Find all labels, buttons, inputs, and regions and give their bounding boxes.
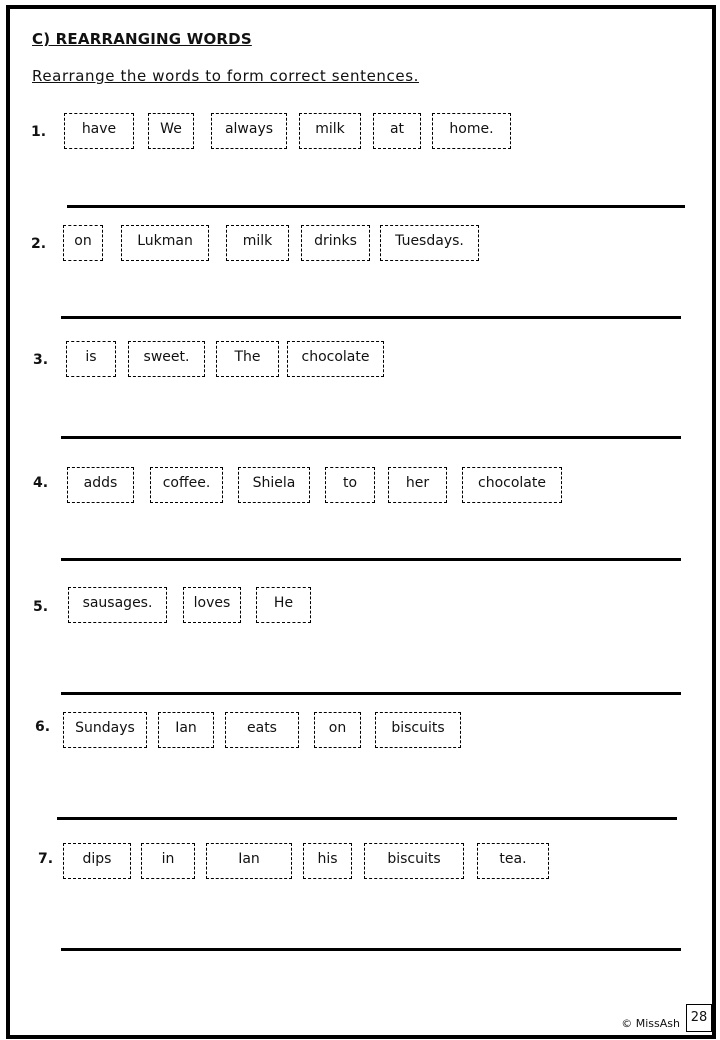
word-card[interactable]: biscuits xyxy=(375,712,461,748)
word-card[interactable]: He xyxy=(256,587,311,623)
word-card[interactable]: Lukman xyxy=(121,225,209,261)
word-card[interactable]: is xyxy=(66,341,116,377)
answer-line-6[interactable] xyxy=(57,817,677,820)
section-title: C) REARRANGING WORDS xyxy=(32,30,252,48)
word-card[interactable]: at xyxy=(373,113,421,149)
word-card[interactable]: to xyxy=(325,467,375,503)
word-card[interactable]: We xyxy=(148,113,194,149)
answer-line-1[interactable] xyxy=(67,205,685,208)
answer-line-2[interactable] xyxy=(61,316,681,319)
word-card[interactable]: milk xyxy=(299,113,361,149)
word-card[interactable]: on xyxy=(314,712,361,748)
word-card[interactable]: on xyxy=(63,225,103,261)
word-card[interactable]: her xyxy=(388,467,447,503)
word-card[interactable]: Ian xyxy=(206,843,292,879)
word-card[interactable]: in xyxy=(141,843,195,879)
word-card[interactable]: dips xyxy=(63,843,131,879)
word-card[interactable]: The xyxy=(216,341,279,377)
word-card[interactable]: Sundays xyxy=(63,712,147,748)
word-card[interactable]: biscuits xyxy=(364,843,464,879)
question-4-number: 4. xyxy=(33,475,49,491)
word-card[interactable]: Tuesdays. xyxy=(380,225,479,261)
word-card[interactable]: drinks xyxy=(301,225,370,261)
question-2-number: 2. xyxy=(31,236,47,252)
question-5-number: 5. xyxy=(33,599,49,615)
word-card[interactable]: sweet. xyxy=(128,341,205,377)
instruction-text: Rearrange the words to form correct sentences. xyxy=(32,67,419,85)
word-card[interactable]: chocolate xyxy=(462,467,562,503)
page-number: 28 xyxy=(686,1004,712,1032)
word-card[interactable]: coffee. xyxy=(150,467,223,503)
question-6-number: 6. xyxy=(35,719,51,735)
copyright-credit: © MissAsh xyxy=(621,1017,680,1030)
word-card[interactable]: tea. xyxy=(477,843,549,879)
word-card[interactable]: Shiela xyxy=(238,467,310,503)
answer-line-5[interactable] xyxy=(61,692,681,695)
page-border xyxy=(6,5,716,1039)
answer-line-3[interactable] xyxy=(61,436,681,439)
question-1-number: 1. xyxy=(31,124,47,140)
word-card[interactable]: Ian xyxy=(158,712,214,748)
word-card[interactable]: always xyxy=(211,113,287,149)
question-7-number: 7. xyxy=(38,851,54,867)
word-card[interactable]: milk xyxy=(226,225,289,261)
word-card[interactable]: home. xyxy=(432,113,511,149)
word-card[interactable]: loves xyxy=(183,587,241,623)
answer-line-4[interactable] xyxy=(61,558,681,561)
word-card[interactable]: his xyxy=(303,843,352,879)
word-card[interactable]: adds xyxy=(67,467,134,503)
word-card[interactable]: chocolate xyxy=(287,341,384,377)
word-card[interactable]: sausages. xyxy=(68,587,167,623)
question-3-number: 3. xyxy=(33,352,49,368)
word-card[interactable]: eats xyxy=(225,712,299,748)
word-card[interactable]: have xyxy=(64,113,134,149)
answer-line-7[interactable] xyxy=(61,948,681,951)
